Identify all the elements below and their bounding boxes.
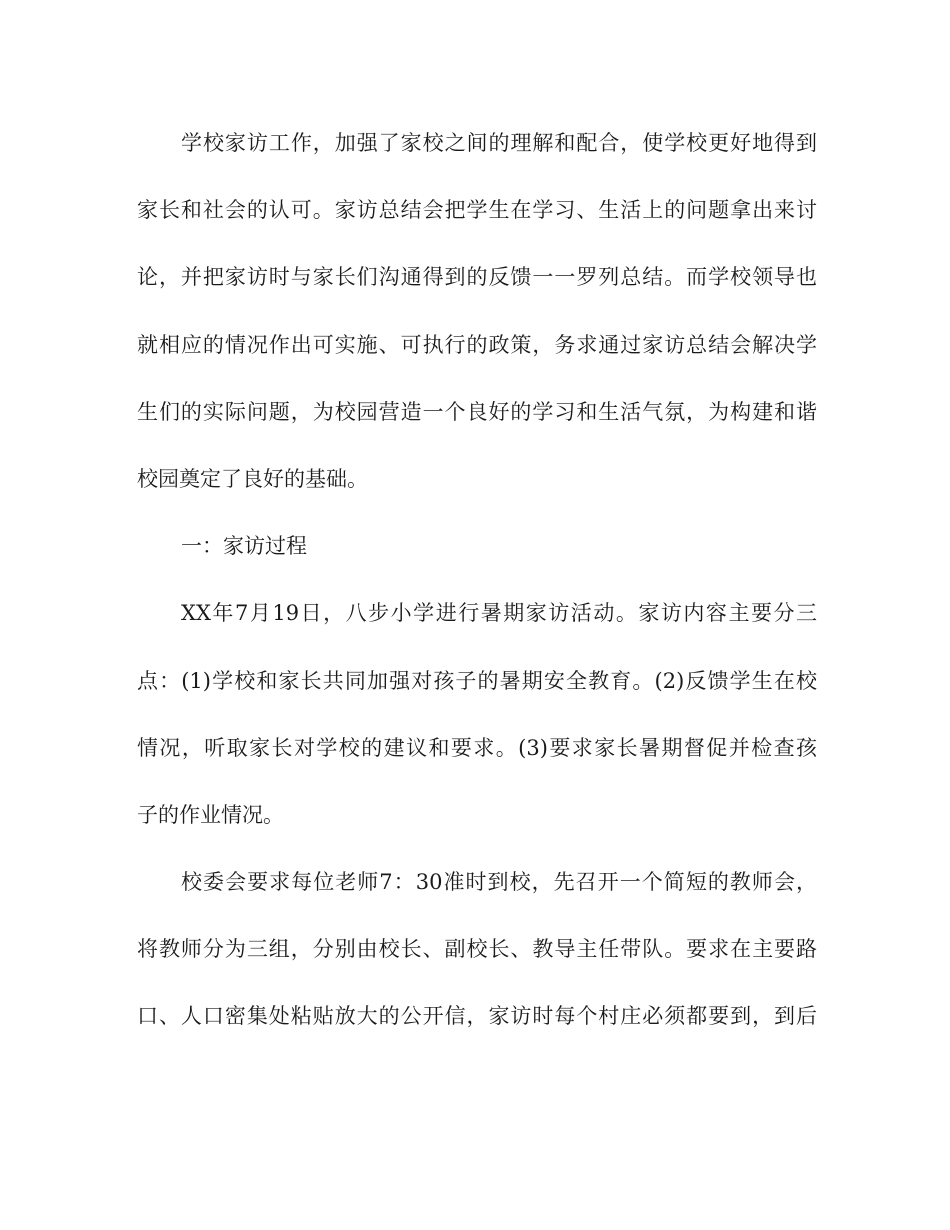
- paragraph-2-line-4: 子的作业情况。: [137, 802, 284, 827]
- paragraph-3-line-1: 校委会要求每位老师7：30准时到校，先召开一个简短的教师会，: [181, 870, 817, 895]
- paragraph-2-line-1: XX年7月19日，八步小学进行暑期家访活动。家访内容主要分三: [181, 601, 817, 626]
- paragraph-1-line-6: 校园奠定了良好的基础。: [137, 466, 368, 491]
- paragraph-3-line-2: 将教师分为三组，分别由校长、副校长、教导主任带队。要求在主要路: [137, 937, 817, 962]
- paragraph-1-line-5: 生们的实际问题，为校园营造一个良好的学习和生活气氛，为构建和谐: [137, 399, 817, 424]
- paragraph-1-line-1: 学校家访工作，加强了家校之间的理解和配合，使学校更好地得到: [181, 131, 817, 155]
- paragraph-3-line-3: 口、人口密集处粘贴放大的公开信，家访时每个村庄必须都要到，到后: [137, 1004, 817, 1029]
- paragraph-2-line-2: 点：(1)学校和家长共同加强对孩子的暑期安全教育。(2)反馈学生在校: [137, 668, 817, 693]
- document-body: [137, 118, 817, 1059]
- paragraph-1-line-3: 论，并把家访时与家长们沟通得到的反馈一一罗列总结。而学校领导也: [137, 265, 817, 290]
- paragraph-2-line-3: 情况，听取家长对学校的建议和要求。(3)要求家长暑期督促并检查孩: [137, 735, 817, 760]
- paragraph-1-line-4: 就相应的情况作出可实施、可执行的政策，务求通过家访总结会解决学: [137, 332, 817, 357]
- paragraph-1-line-2: 家长和社会的认可。家访总结会把学生在学习、生活上的问题拿出来讨: [137, 198, 817, 223]
- section-heading: 一：家访过程: [181, 534, 307, 559]
